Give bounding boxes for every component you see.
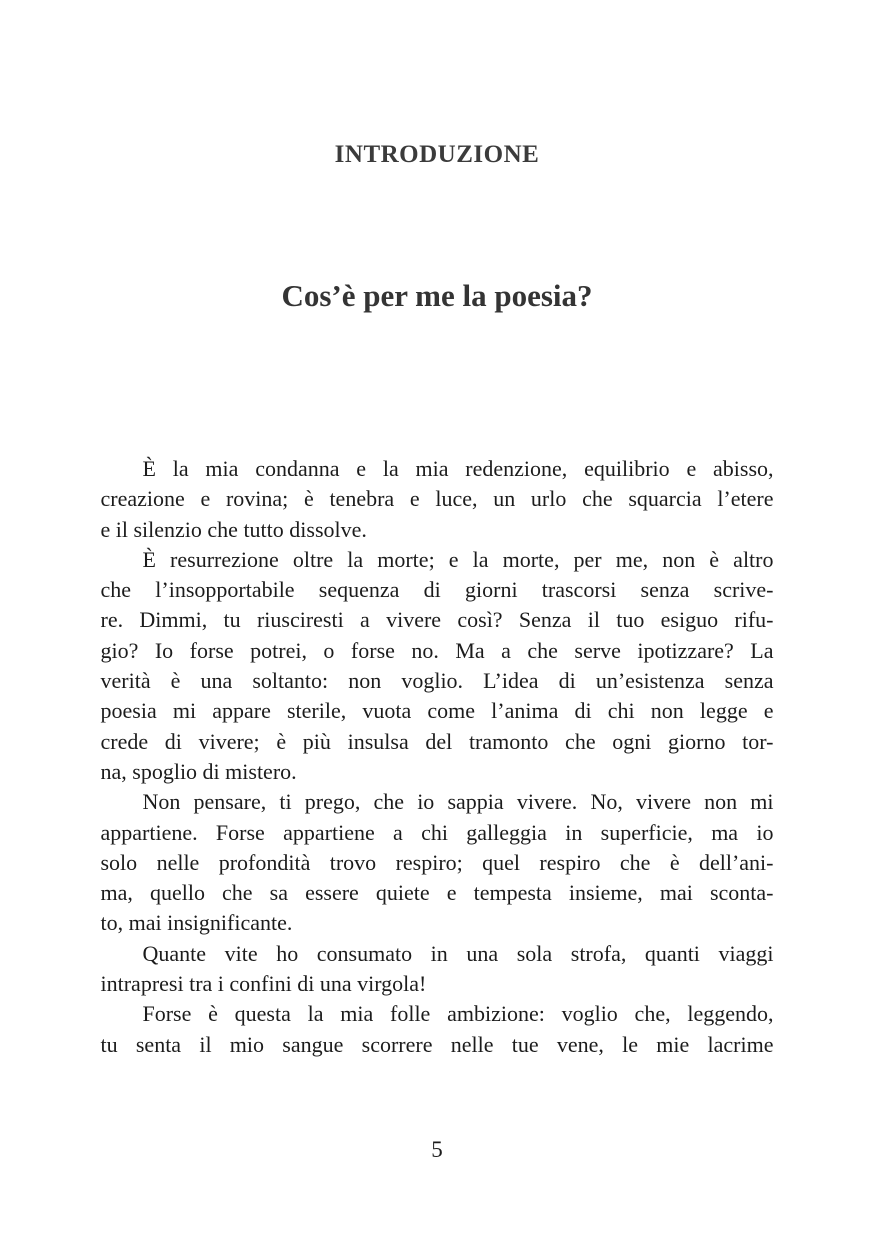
text-line: gio? Io forse potrei, o forse no. Ma a che serve ipotizzare? La <box>100 637 774 663</box>
text-line: e il silenzio che tutto dissolve. <box>100 516 367 542</box>
text-line: che l’insopportabile sequenza di giorni trascorsi senza scrive- <box>100 577 774 603</box>
paragraph <box>101 939 774 1000</box>
text-line: na, spoglio di mistero. <box>100 758 297 784</box>
page-number: 5 <box>431 1136 443 1162</box>
body-text <box>101 454 774 1060</box>
paragraph <box>101 999 774 1060</box>
paragraph <box>101 545 774 787</box>
chapter-header: INTRODUZIONE <box>334 141 540 168</box>
text-line: Non pensare, ti prego, che io sappia vivere. No, vivere non mi <box>142 789 774 815</box>
text-line: poesia mi appare sterile, vuota come l’anima di chi non legge e <box>100 698 774 724</box>
text-line: Forse è questa la mia folle ambizione: voglio che, leggendo, <box>142 1001 774 1027</box>
paragraph <box>101 787 774 938</box>
text-line: creazione e rovina; è tenebra e luce, un urlo che squarcia l’etere <box>100 486 774 512</box>
text-line: tu senta il mio sangue scorrere nelle tue vene, le mie lacrime <box>100 1031 774 1057</box>
text-line: appartiene. Forse appartiene a chi galleggia in superficie, ma io <box>100 819 774 845</box>
text-line: solo nelle profondità trovo respiro; quel respiro che è dell’ani- <box>100 849 774 875</box>
chapter-title: Cos’è per me la poesia? <box>281 278 593 313</box>
text-line: re. Dimmi, tu riusciresti a vivere così? Senza il tuo esiguo rifu- <box>100 607 774 633</box>
text-line: intrapresi tra i confini di una virgola! <box>100 971 427 997</box>
text-line: to, mai insignificante. <box>100 910 293 936</box>
text-line: crede di vivere; è più insulsa del tramonto che ogni giorno tor- <box>100 728 774 754</box>
paragraph <box>101 454 774 545</box>
text-line: Quante vite ho consumato in una sola strofa, quanti viaggi <box>142 940 774 966</box>
text-line: verità è una soltanto: non voglio. L’idea di un’esistenza senza <box>100 668 774 694</box>
text-line: ma, quello che sa essere quiete e tempesta insieme, mai sconta- <box>100 880 774 906</box>
text-line: È resurrezione oltre la morte; e la morte, per me, non è altro <box>142 546 774 572</box>
text-line: È la mia condanna e la mia redenzione, equilibrio e abisso, <box>142 456 774 481</box>
